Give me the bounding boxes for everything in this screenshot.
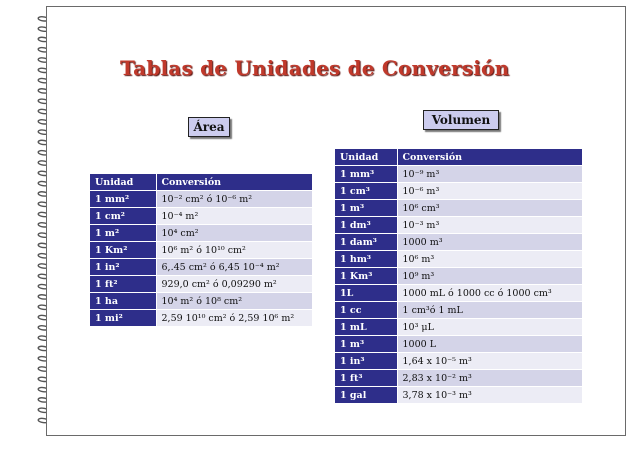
unit-cell: 1 mi²: [90, 310, 156, 327]
conversion-cell: 1000 L: [397, 336, 582, 353]
volumen-label: Volumen: [423, 110, 499, 130]
conversion-cell: 2,59 10¹⁰ cm² ó 2,59 10⁶ m²: [156, 310, 312, 327]
table-header-row: [90, 174, 312, 191]
conversion-cell: 10⁻⁹ m³: [397, 166, 582, 183]
unit-cell: 1 ft³: [335, 370, 397, 387]
conversion-cell: 10⁻⁴ m²: [156, 208, 312, 225]
table-row: [335, 183, 582, 200]
column-header: Unidad: [90, 174, 156, 191]
table-row: [335, 370, 582, 387]
conversion-cell: 10³ μL: [397, 319, 582, 336]
unit-cell: 1 hm³: [335, 251, 397, 268]
conversion-cell: 10⁴ m² ó 10⁸ cm²: [156, 293, 312, 310]
unit-cell: 1 Km³: [335, 268, 397, 285]
volumen-table: [335, 149, 582, 404]
unit-cell: 1 mm²: [90, 191, 156, 208]
area-table: [90, 174, 312, 327]
conversion-cell: 1000 m³: [397, 234, 582, 251]
unit-cell: 1 mm³: [335, 166, 397, 183]
conversion-cell: 929,0 cm² ó 0,09290 m²: [156, 276, 312, 293]
conversion-cell: 10⁶ cm³: [397, 200, 582, 217]
table-row: [90, 276, 312, 293]
table-row: [90, 259, 312, 276]
column-header: Conversión: [156, 174, 312, 191]
unit-cell: 1 dm³: [335, 217, 397, 234]
unit-cell: 1 cm³: [335, 183, 397, 200]
table-row: [335, 387, 582, 404]
table-row: [335, 302, 582, 319]
table-row: [90, 242, 312, 259]
conversion-cell: 10⁶ m³: [397, 251, 582, 268]
conversion-cell: 10⁻⁶ m³: [397, 183, 582, 200]
unit-cell: 1 cc: [335, 302, 397, 319]
unit-cell: 1 cm²: [90, 208, 156, 225]
table-row: [335, 251, 582, 268]
conversion-cell: 1000 mL ó 1000 cc ó 1000 cm³: [397, 285, 582, 302]
unit-cell: 1 ft²: [90, 276, 156, 293]
unit-cell: 1 in³: [335, 353, 397, 370]
table-row: [335, 200, 582, 217]
unit-cell: 1 dam³: [335, 234, 397, 251]
table-row: [335, 285, 582, 302]
conversion-cell: 10⁴ cm²: [156, 225, 312, 242]
table-row: [90, 191, 312, 208]
table-row: [335, 268, 582, 285]
unit-cell: 1L: [335, 285, 397, 302]
conversion-cell: 10⁹ m³: [397, 268, 582, 285]
conversion-cell: 10⁻³ m³: [397, 217, 582, 234]
unit-cell: 1 in²: [90, 259, 156, 276]
table-row: [335, 166, 582, 183]
conversion-cell: 6,.45 cm² ó 6,45 10⁻⁴ m²: [156, 259, 312, 276]
table-header-row: [335, 149, 582, 166]
conversion-cell: 10⁶ m² ó 10¹⁰ cm²: [156, 242, 312, 259]
column-header: Unidad: [335, 149, 397, 166]
table-row: [90, 208, 312, 225]
unit-cell: 1 Km²: [90, 242, 156, 259]
column-header: Conversión: [397, 149, 582, 166]
table-row: [335, 353, 582, 370]
table-row: [90, 310, 312, 327]
conversion-cell: 2,83 x 10⁻² m³: [397, 370, 582, 387]
conversion-cell: 1,64 x 10⁻⁵ m³: [397, 353, 582, 370]
conversion-cell: 1 cm³ó 1 mL: [397, 302, 582, 319]
unit-cell: 1 m²: [90, 225, 156, 242]
unit-cell: 1 gal: [335, 387, 397, 404]
table-row: [335, 217, 582, 234]
unit-cell: 1 ha: [90, 293, 156, 310]
table-row: [90, 293, 312, 310]
page-title: Tablas de Unidades de Conversión: [120, 56, 510, 80]
table-row: [335, 234, 582, 251]
conversion-cell: 10⁻² cm² ó 10⁻⁶ m²: [156, 191, 312, 208]
table-row: [335, 336, 582, 353]
unit-cell: 1 m³: [335, 200, 397, 217]
unit-cell: 1 mL: [335, 319, 397, 336]
table-row: [90, 225, 312, 242]
conversion-cell: 3,78 x 10⁻³ m³: [397, 387, 582, 404]
table-row: [335, 319, 582, 336]
area-label: Área: [188, 117, 230, 137]
unit-cell: 1 m³: [335, 336, 397, 353]
